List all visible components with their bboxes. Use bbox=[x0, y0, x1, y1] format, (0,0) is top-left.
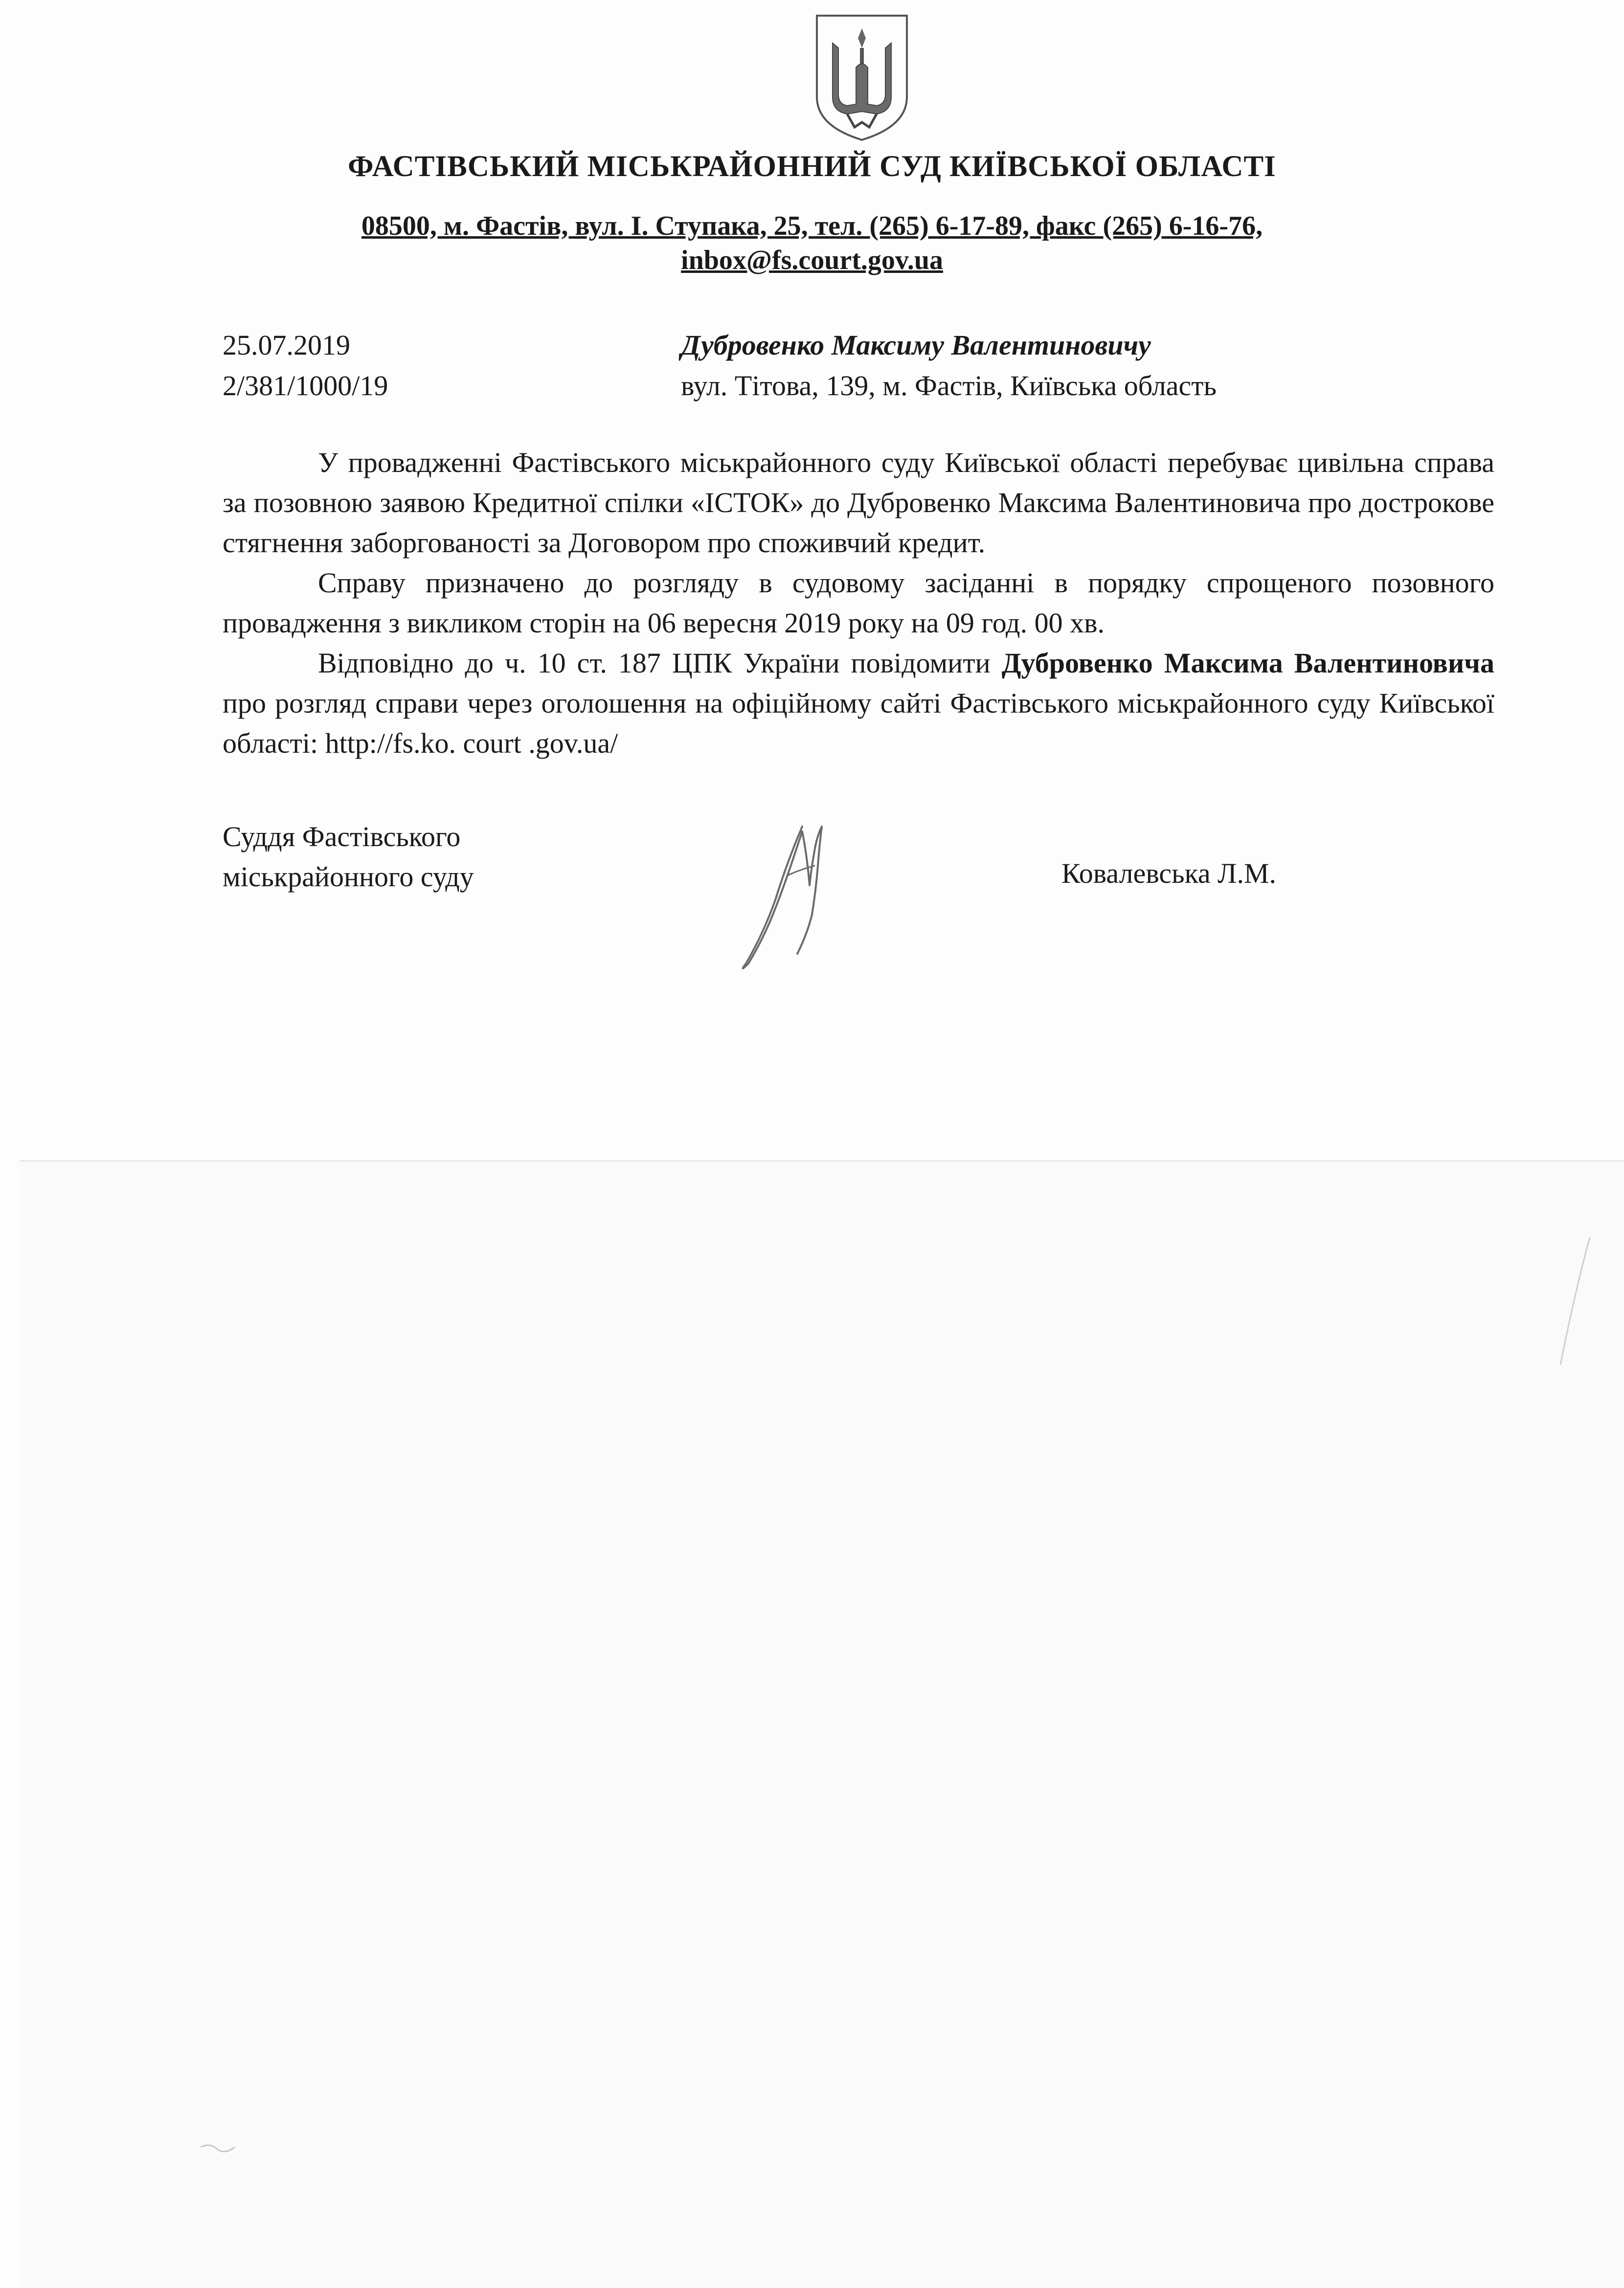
body-paragraph-2: Справу призначено до розгляду в судовому засіданні в порядку спрощеного позовного провадження з викликом сторін на 06 вересня 2019 року на 09 год. 00 хв. bbox=[223, 567, 1494, 639]
ukraine-trident-icon bbox=[813, 14, 911, 142]
paper-scratch-mark bbox=[1556, 1233, 1595, 1369]
judge-title bbox=[223, 817, 474, 897]
court-name: ФАСТІВСЬКИЙ МІСЬКРАЙОННИЙ СУД КИЇВСЬКОЇ ОБЛАСТІ bbox=[348, 150, 1276, 183]
judge-name: Ковалевська Л.М. bbox=[1061, 857, 1277, 889]
addressee-name: Дубровенко Максиму Валентиновичу bbox=[681, 329, 1151, 361]
body-paragraph-3 bbox=[223, 643, 1494, 763]
document-date: 25.07.2019 bbox=[223, 329, 350, 361]
paragraph3-start: Відповідно до ч. 10 ст. 187 ЦПК України повідомити bbox=[318, 647, 1002, 679]
paper-speck-mark bbox=[196, 2132, 254, 2162]
addressee-address: вул. Тітова, 139, м. Фастів, Київська область bbox=[681, 370, 1217, 402]
letter-body bbox=[223, 443, 1494, 763]
paragraph3-end: про розгляд справи через оголошення на офіційному сайті Фастівського міськрайонного суду Київської області: http://fs.ko. court .gov.ua/ bbox=[223, 687, 1494, 759]
handwritten-signature bbox=[729, 817, 841, 973]
document-reference: 2/381/1000/19 bbox=[223, 370, 388, 402]
paper-fold-area bbox=[20, 1162, 1624, 2288]
judge-title-line-2: міськрайонного суду bbox=[223, 861, 474, 893]
body-paragraph-1: У провадженні Фастівського міськрайонного суду Київської області перебуває цивільна справа за позовною заявою Кредитної спілки «ІСТОК» до Дубровенко Максима Валентиновича про дострокове стягнення заборгованості за Договором про споживчий кредит. bbox=[223, 447, 1494, 559]
court-address: 08500, м. Фастів, вул. І. Ступака, 25, тел. (265) 6-17-89, факс (265) 6-16-76, bbox=[361, 211, 1263, 241]
judge-title-line-1: Суддя Фастівського bbox=[223, 821, 461, 852]
court-email: inbox@fs.court.gov.ua bbox=[681, 245, 943, 275]
paper-fold-line bbox=[20, 1160, 1624, 1162]
paragraph3-bold-name: Дубровенко Максима Валентиновича bbox=[1001, 647, 1494, 679]
